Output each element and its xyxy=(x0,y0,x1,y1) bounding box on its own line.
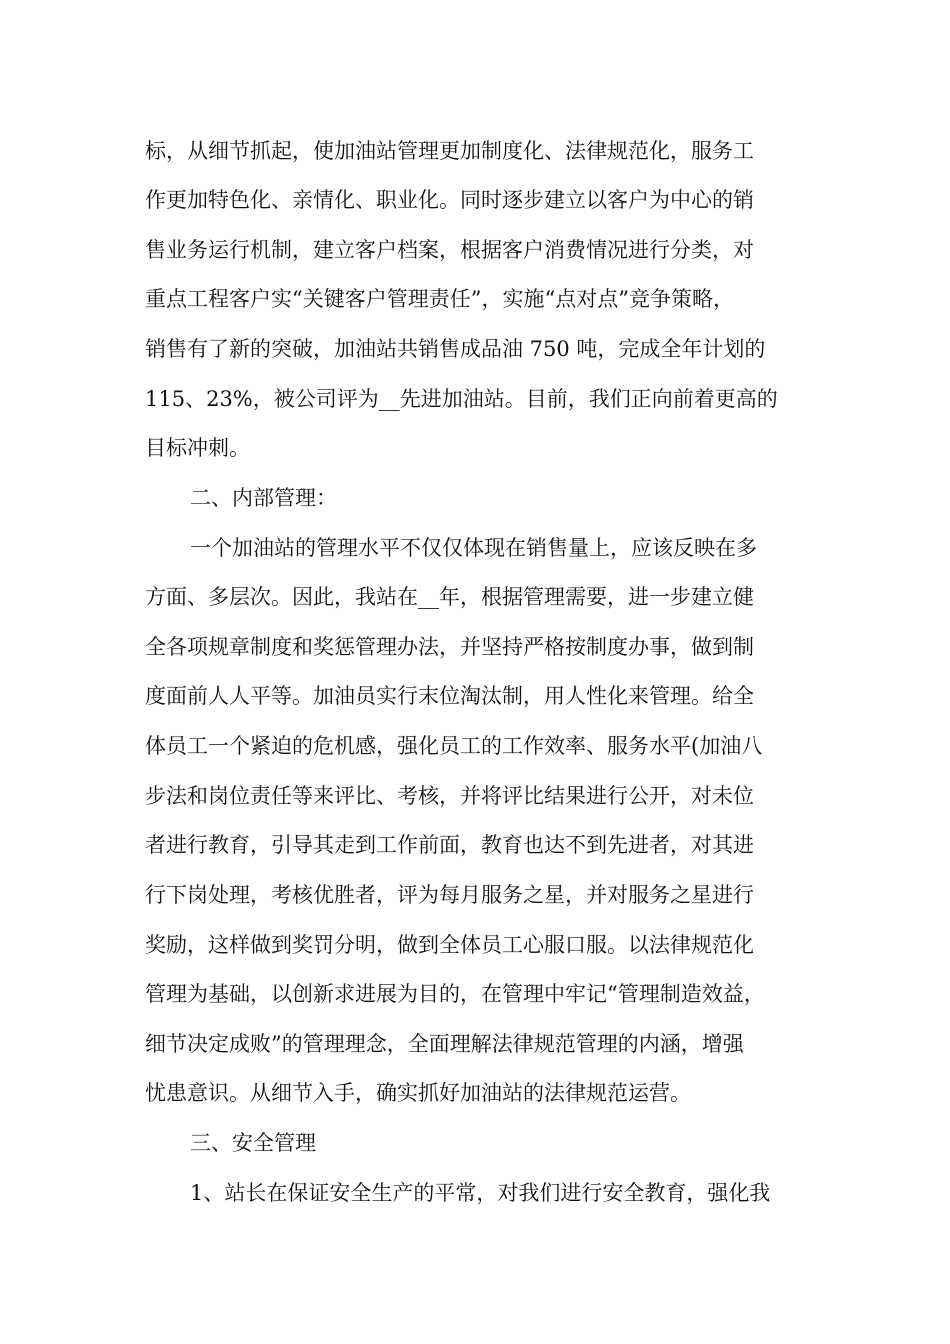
paragraph-line: 度面前人人平等。加油员实行末位淘汰制，用人性化来管理。给全 xyxy=(145,684,754,708)
paragraph-line: 步法和岗位责任等来评比、考核，并将评比结果进行公开，对未位 xyxy=(145,784,754,808)
paragraph-line: 方面、多层次。因此，我站在__年，根据管理需要，进一步建立健 xyxy=(145,585,754,609)
paragraph-line: 体员工一个紧迫的危机感，强化员工的工作效率、服务水平(加油八 xyxy=(145,734,763,758)
paragraph-line: 销售有了新的突破，加油站共销售成品油 750 吨，完成全年计划的 xyxy=(145,337,766,361)
paragraph-line: 全各项规章制度和奖惩管理办法，并坚持严格按制度办事，做到制 xyxy=(145,635,754,659)
paragraph-line: 细节决定成败”的管理理念，全面理解法律规范管理的内涵，增强 xyxy=(145,1032,744,1056)
paragraph-line: 115、23%，被公司评为__先进加油站。目前，我们正向前着更高的 xyxy=(145,387,778,411)
section-heading-internal-management: 二、内部管理： xyxy=(190,486,337,510)
paragraph-line: 目标冲刺。 xyxy=(145,436,250,460)
paragraph-line: 1、站长在保证安全生产的平常，对我们进行安全教育，强化我 xyxy=(190,1181,771,1205)
paragraph-line: 奖励，这样做到奖罚分明，做到全体员工心服口服。以法律规范化 xyxy=(145,933,754,957)
paragraph-line: 售业务运行机制，建立客户档案，根据客户消费情况进行分类，对 xyxy=(145,238,754,262)
paragraph-line: 一个加油站的管理水平不仅仅体现在销售量上，应该反映在多 xyxy=(190,536,757,560)
paragraph-line: 忧患意识。从细节入手，确实抓好加油站的法律规范运营。 xyxy=(145,1081,691,1105)
paragraph-line: 管理为基础，以创新求进展为目的，在管理中牢记“管理制造效益， xyxy=(145,982,765,1006)
paragraph-line: 重点工程客户实“关键客户管理责任”，实施“点对点”竞争策略， xyxy=(145,287,734,311)
paragraph-line: 行下岗处理，考核优胜者，评为每月服务之星，并对服务之星进行 xyxy=(145,883,754,907)
paragraph-line: 作更加特色化、亲情化、职业化。同时逐步建立以客户为中心的销 xyxy=(145,188,754,212)
section-heading-safety-management: 三、安全管理 xyxy=(190,1131,316,1155)
paragraph-line: 者进行教育，引导其走到工作前面，教育也达不到先进者，对其进 xyxy=(145,833,754,857)
paragraph-line: 标，从细节抓起，使加油站管理更加制度化、法律规范化，服务工 xyxy=(145,139,754,163)
